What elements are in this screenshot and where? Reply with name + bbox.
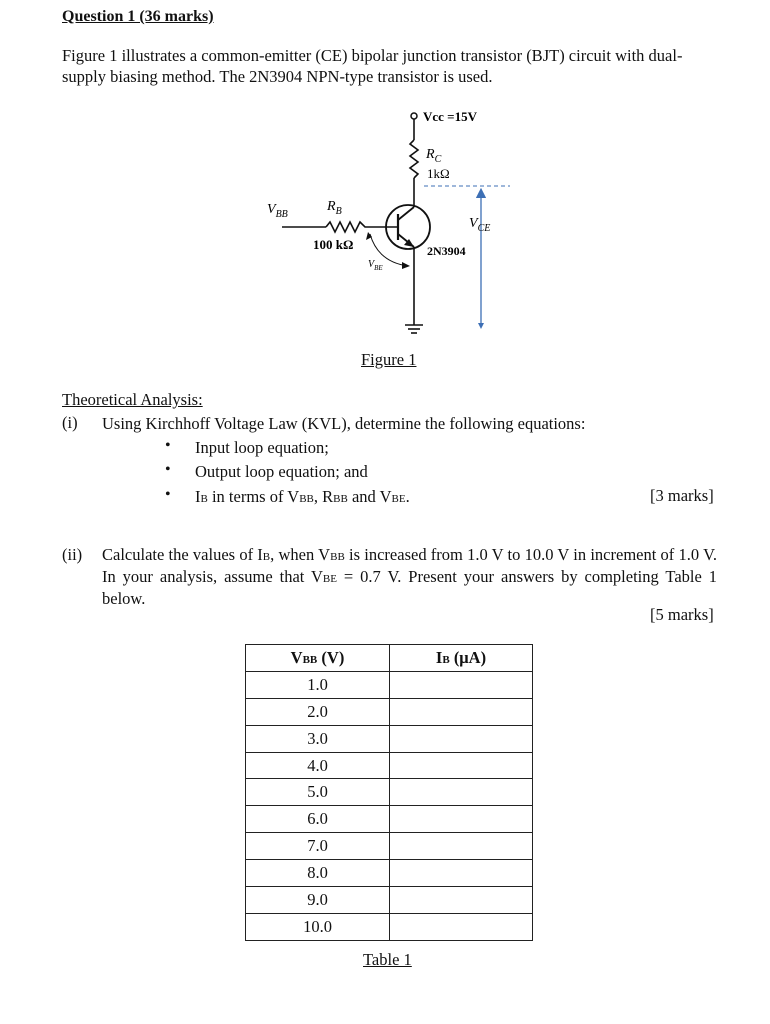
vbb-cell: 1.0 <box>246 671 390 698</box>
circuit-diagram <box>0 0 770 400</box>
collector-lead <box>398 207 414 220</box>
theoretical-heading: Theoretical Analysis: <box>62 390 203 409</box>
intro-paragraph: Figure 1 illustrates a common-emitter (CE) bipolar junction transistor (BJT) circuit with dual-supply biasing method. The 2N3904 NPN-type transistor is used. <box>62 46 683 86</box>
rb-resistor <box>326 222 376 232</box>
table-row <box>246 806 533 833</box>
table-caption: Table 1 <box>363 950 412 969</box>
figure-caption: Figure 1 <box>361 350 417 369</box>
table-row <box>246 752 533 779</box>
vce-label: $V_{CE}$ <box>469 216 491 234</box>
vbb-cell: 4.0 <box>246 752 390 779</box>
vbb-cell: 6.0 <box>246 806 390 833</box>
question-title: Question 1 (36 marks) <box>62 8 214 25</box>
vcc-label: Vcc =15V <box>423 109 477 124</box>
header-vbb: VBB (V) <box>246 645 390 672</box>
rb-value: 100 kΩ <box>313 237 354 252</box>
ib-cell[interactable] <box>390 833 533 860</box>
table-row <box>246 671 533 698</box>
vbb-cell: 3.0 <box>246 725 390 752</box>
ib-cell[interactable] <box>390 698 533 725</box>
part1-text: Using Kirchhoff Voltage Law (KVL), determine the following equations: <box>102 414 586 433</box>
ib-cell[interactable] <box>390 779 533 806</box>
bullet-marker: • <box>165 486 171 503</box>
part1-marks: [3 marks] <box>650 486 714 505</box>
table-row <box>246 887 533 914</box>
ib-cell[interactable] <box>390 752 533 779</box>
table-row <box>246 725 533 752</box>
table-header-row <box>246 645 533 672</box>
ib-cell[interactable] <box>390 913 533 940</box>
vcc-terminal <box>411 113 417 119</box>
part2-number: (ii) <box>62 545 83 564</box>
table-row <box>246 913 533 940</box>
part2-text: Calculate the values of IB, when VBB is increased from 1.0 V to 10.0 V in increment of 1.0 V. In your analysis, assume that VBE = 0.7 V. Present your answers by completing Table 1 below. <box>102 545 717 608</box>
ib-cell[interactable] <box>390 671 533 698</box>
rb-label: $R_B$ <box>327 199 342 217</box>
vbb-cell: 7.0 <box>246 833 390 860</box>
transistor-label: 2N3904 <box>427 244 466 258</box>
table-1 <box>245 644 533 941</box>
rc-label: $R_C$ <box>426 147 442 165</box>
ground-symbol <box>405 325 423 333</box>
ib-cell[interactable] <box>390 806 533 833</box>
ib-cell[interactable] <box>390 887 533 914</box>
bullet-input-loop: Input loop equation; <box>195 438 329 457</box>
ib-cell[interactable] <box>390 860 533 887</box>
bullet-ib-expression: IB in terms of VBB, RBB and VBE. <box>195 487 410 506</box>
part2-marks: [5 marks] <box>650 605 714 624</box>
vbe-label: $V_{BE}$ <box>368 259 383 272</box>
vbb-cell: 5.0 <box>246 779 390 806</box>
header-ib: IB (μA) <box>390 645 533 672</box>
ib-cell[interactable] <box>390 725 533 752</box>
bullet-marker: • <box>165 461 171 478</box>
vbb-cell: 2.0 <box>246 698 390 725</box>
rc-value: 1kΩ <box>427 166 450 181</box>
vbb-label: $V_{BB}$ <box>267 202 288 220</box>
vbb-cell: 9.0 <box>246 887 390 914</box>
part1-number: (i) <box>62 413 78 432</box>
bullet-output-loop: Output loop equation; and <box>195 462 368 481</box>
table-row <box>246 698 533 725</box>
table-row <box>246 779 533 806</box>
vbb-cell: 10.0 <box>246 913 390 940</box>
table-row <box>246 860 533 887</box>
table-row <box>246 833 533 860</box>
rc-resistor <box>410 140 418 178</box>
vbb-cell: 8.0 <box>246 860 390 887</box>
bullet-marker: • <box>165 437 171 454</box>
